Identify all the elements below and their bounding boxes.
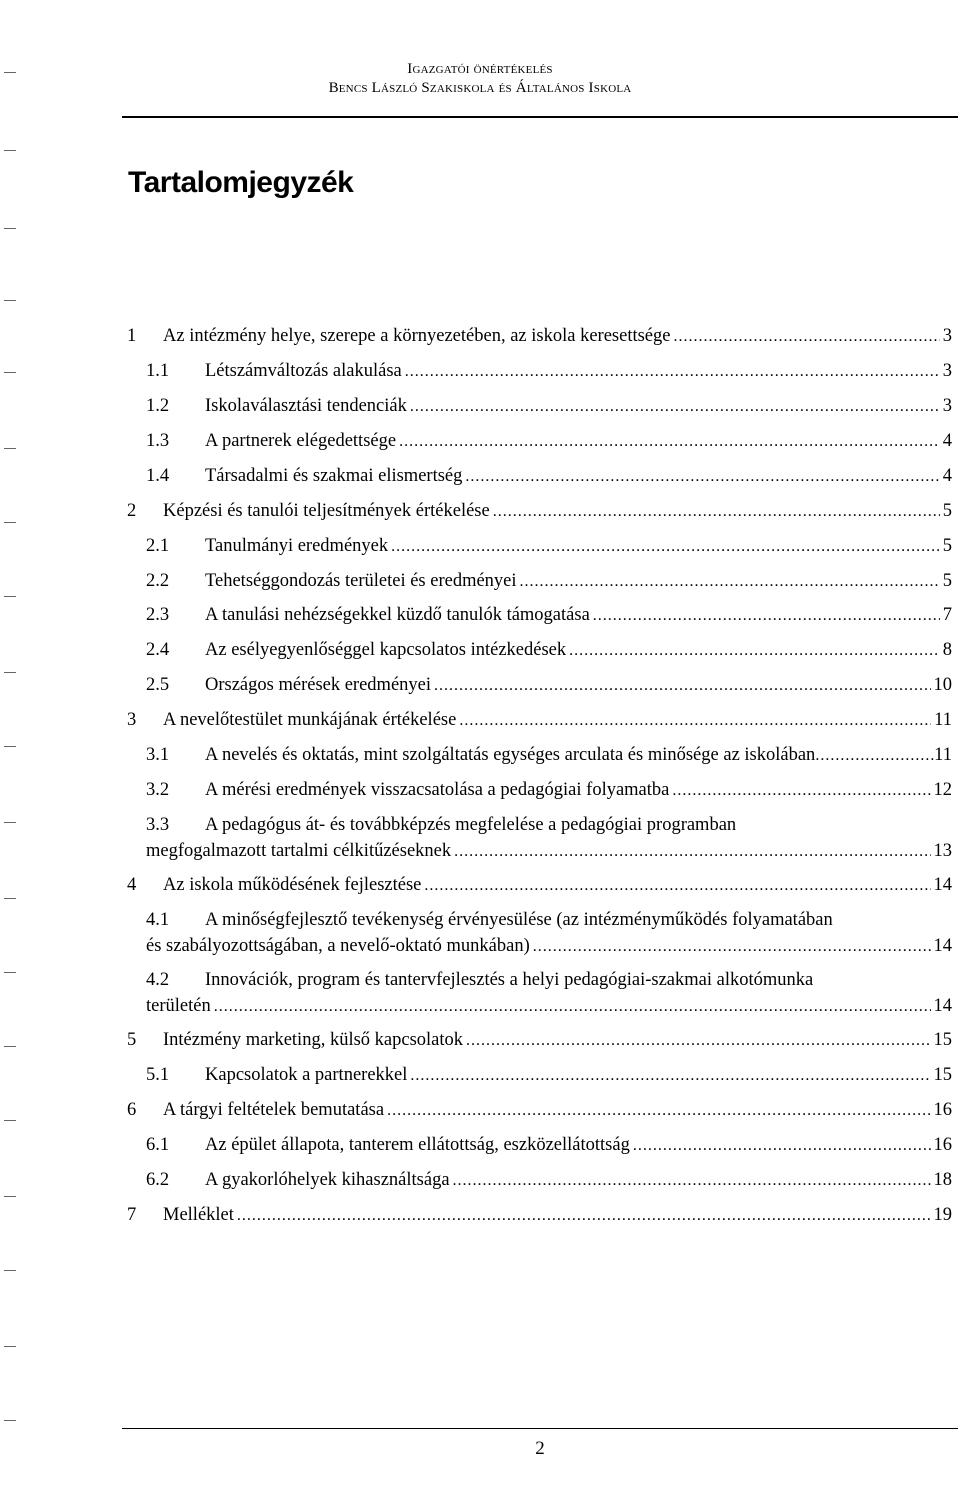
- toc-entry[interactable]: [205, 360, 952, 383]
- toc-dot-leader: [633, 1135, 931, 1157]
- toc-entry[interactable]: [205, 465, 952, 488]
- toc-entry-number: 3.3: [146, 815, 170, 835]
- toc-entry[interactable]: [163, 500, 952, 523]
- toc-entry-page: 15: [933, 1065, 952, 1085]
- toc-entry[interactable]: [205, 604, 952, 627]
- toc-entry-number: 2.2: [146, 571, 170, 591]
- toc-dot-leader: [493, 501, 940, 523]
- toc-entry-page: 5: [942, 536, 952, 556]
- toc-entry-number: 5: [127, 1030, 137, 1050]
- toc-entry-page: 3: [942, 361, 952, 381]
- toc-entry-page: 4: [942, 466, 952, 486]
- toc-entry-number: 3.1: [146, 745, 170, 765]
- toc-entry-page: 19: [933, 1205, 952, 1225]
- toc-entry-number: 4: [127, 875, 137, 895]
- header-line-1: Igazgatói önértékelés: [407, 61, 553, 77]
- toc-entry[interactable]: [205, 639, 952, 662]
- toc-entry-title: A tanulási nehézségekkel küzdő tanulók támogatása: [205, 605, 590, 625]
- toc-dot-leader: [533, 936, 931, 958]
- toc-entry-title: Társadalmi és szakmai elismertség: [205, 466, 463, 486]
- toc-entry-number: 1.2: [146, 396, 170, 416]
- toc-entry-number: 4.2: [146, 970, 170, 990]
- toc-entry-number: 3.2: [146, 780, 170, 800]
- toc-entry-number: 6: [127, 1100, 137, 1120]
- header-line-2: Bencs László Szakiskola és Általános Iskola: [328, 80, 632, 96]
- toc-entry-number: 2.5: [146, 675, 170, 695]
- toc-entry[interactable]: [205, 430, 952, 453]
- toc-dot-leader: [424, 875, 930, 897]
- toc-entry-page: 18: [933, 1170, 952, 1190]
- toc-entry[interactable]: [205, 1134, 952, 1157]
- page-title: Tartalomjegyzék: [128, 166, 354, 199]
- toc-entry-number: 6.1: [146, 1135, 170, 1155]
- toc-entry-title: Az iskola működésének fejlesztése: [163, 875, 422, 895]
- toc-dot-leader: [410, 396, 940, 418]
- toc-entry[interactable]: [163, 1204, 952, 1227]
- toc-entry-title: A pedagógus át- és továbbképzés megfelelése a pedagógiai programban: [205, 815, 737, 835]
- toc-entry-number: 2.4: [146, 640, 170, 660]
- toc-entry-number: 2.1: [146, 536, 170, 556]
- toc-entry-page: 16: [933, 1135, 952, 1155]
- toc-entry-title-continued: és szabályozottságában, a nevelő-oktató munkában): [146, 936, 530, 956]
- toc-entry-page: 4: [942, 431, 952, 451]
- toc-entry-title: Az intézmény helye, szerepe a környezetében, az iskola keresettsége: [163, 326, 671, 346]
- toc-entry-number: 5.1: [146, 1065, 170, 1085]
- toc-dot-leader: [399, 431, 940, 453]
- toc-entry-title: Tehetséggondozás területei és eredményei: [205, 571, 517, 591]
- toc-entry-title: Iskolaválasztási tendenciák: [205, 396, 407, 416]
- toc-entry-title: Az épület állapota, tanterem ellátottság, eszközellátottság: [205, 1135, 630, 1155]
- toc-entry-page: 5: [942, 501, 952, 521]
- toc-dot-leader: [453, 1170, 931, 1192]
- toc-entry[interactable]: [163, 325, 952, 348]
- toc-entry-page: 13: [933, 841, 952, 861]
- toc-entry-title: A partnerek elégedettsége: [205, 431, 397, 451]
- toc-entry-continuation[interactable]: [146, 840, 952, 863]
- toc-entry-title: A tárgyi feltételek bemutatása: [163, 1100, 385, 1120]
- toc-entry-page: 11: [934, 710, 952, 730]
- toc-entry-continuation[interactable]: [146, 995, 952, 1018]
- toc-entry-number: 1: [127, 326, 137, 346]
- toc-dot-leader: [569, 640, 940, 662]
- toc-entry[interactable]: [205, 744, 952, 767]
- toc-dot-leader: [673, 326, 939, 348]
- toc-entry-number: 1.4: [146, 466, 170, 486]
- toc-entry-number: 4.1: [146, 910, 170, 930]
- toc-entry-title: Kapcsolatok a partnerekkel: [205, 1065, 408, 1085]
- toc-dot-leader: [454, 841, 930, 863]
- toc-entry-title: Országos mérések eredményei: [205, 675, 432, 695]
- toc-entry[interactable]: [205, 1064, 952, 1087]
- toc-entry[interactable]: [163, 1029, 952, 1052]
- toc-entry-number: 1.1: [146, 361, 170, 381]
- toc-entry-title: A gyakorlóhelyek kihasználtsága: [205, 1170, 450, 1190]
- toc-entry-page: 8: [942, 640, 952, 660]
- toc-entry[interactable]: [205, 779, 952, 802]
- toc-entry-number: 2.3: [146, 605, 170, 625]
- toc-entry-page: 14: [933, 996, 952, 1016]
- toc-entry-page: 5: [942, 571, 952, 591]
- toc-entry-page: 16: [933, 1100, 952, 1120]
- toc-entry-title: A nevelés és oktatás, mint szolgáltatás egységes arculata és minősége az iskolában: [205, 745, 816, 765]
- toc-entry-continuation[interactable]: [146, 935, 952, 958]
- toc-entry-title: Intézmény marketing, külső kapcsolatok: [163, 1030, 464, 1050]
- toc-entry-page: 3: [942, 326, 952, 346]
- footer-rule: [122, 1428, 958, 1429]
- toc-entry-title: Képzési és tanulói teljesítmények értékelése: [163, 501, 490, 521]
- toc-dot-leader: [815, 745, 934, 767]
- toc-entry-title: Létszámváltozás alakulása: [205, 361, 402, 381]
- toc-entry[interactable]: [205, 535, 952, 558]
- toc-entry-number: 3: [127, 710, 137, 730]
- toc-entry-title-continued: területén: [146, 996, 211, 1016]
- toc-entry[interactable]: [205, 969, 813, 991]
- toc-entry[interactable]: [163, 709, 952, 732]
- toc-entry-title: Tanulmányi eredmények: [205, 536, 389, 556]
- toc-entry-page: 11: [934, 745, 952, 765]
- toc-dot-leader: [465, 466, 939, 488]
- toc-entry-title: Innovációk, program és tantervfejlesztés a helyi pedagógiai-szakmai alkotómunka: [205, 970, 814, 990]
- toc-dot-leader: [459, 710, 931, 732]
- toc-entry-title: Melléklet: [163, 1205, 234, 1225]
- toc-entry[interactable]: [205, 395, 952, 418]
- toc-dot-leader: [405, 361, 940, 383]
- page-number: 2: [535, 1438, 545, 1459]
- toc-dot-leader: [387, 1100, 930, 1122]
- toc-entry-page: 15: [933, 1030, 952, 1050]
- toc-dot-leader: [434, 675, 930, 697]
- toc-dot-leader: [672, 780, 930, 802]
- toc-dot-leader: [237, 1205, 931, 1227]
- toc-entry-title: Az esélyegyenlőséggel kapcsolatos intézkedések: [205, 640, 567, 660]
- toc-entry-page: 14: [933, 875, 952, 895]
- toc-dot-leader: [410, 1065, 930, 1087]
- toc-entry[interactable]: [205, 814, 736, 836]
- toc-dot-leader: [520, 571, 940, 593]
- toc-entry-title-continued: megfogalmazott tartalmi célkitűzéseknek: [146, 841, 452, 861]
- toc-entry[interactable]: [205, 1169, 952, 1192]
- toc-entry[interactable]: [163, 874, 952, 897]
- toc-dot-leader: [593, 605, 940, 627]
- toc-entry[interactable]: [205, 570, 952, 593]
- toc-dot-leader: [214, 996, 931, 1018]
- toc-entry-page: 14: [933, 936, 952, 956]
- toc-entry-page: 3: [942, 396, 952, 416]
- toc-entry-number: 1.3: [146, 431, 170, 451]
- toc-entry[interactable]: [163, 1099, 952, 1122]
- toc-dot-leader: [466, 1030, 930, 1052]
- toc-entry[interactable]: [205, 909, 833, 931]
- toc-entry[interactable]: [205, 674, 952, 697]
- toc-entry-title: A minőségfejlesztő tevékenység érvényesülése (az intézményműködés folyamatában: [205, 910, 833, 930]
- toc-entry-page: 7: [942, 605, 952, 625]
- toc-entry-number: 7: [127, 1205, 137, 1225]
- toc-entry-number: 2: [127, 501, 137, 521]
- toc-entry-number: 6.2: [146, 1170, 170, 1190]
- toc-entry-title: A mérési eredmények visszacsatolása a pedagógiai folyamatba: [205, 780, 670, 800]
- toc-dot-leader: [391, 536, 940, 558]
- toc-entry-page: 10: [933, 675, 952, 695]
- toc-entry-title: A nevelőtestület munkájának értékelése: [163, 710, 457, 730]
- toc-entry-page: 12: [933, 780, 952, 800]
